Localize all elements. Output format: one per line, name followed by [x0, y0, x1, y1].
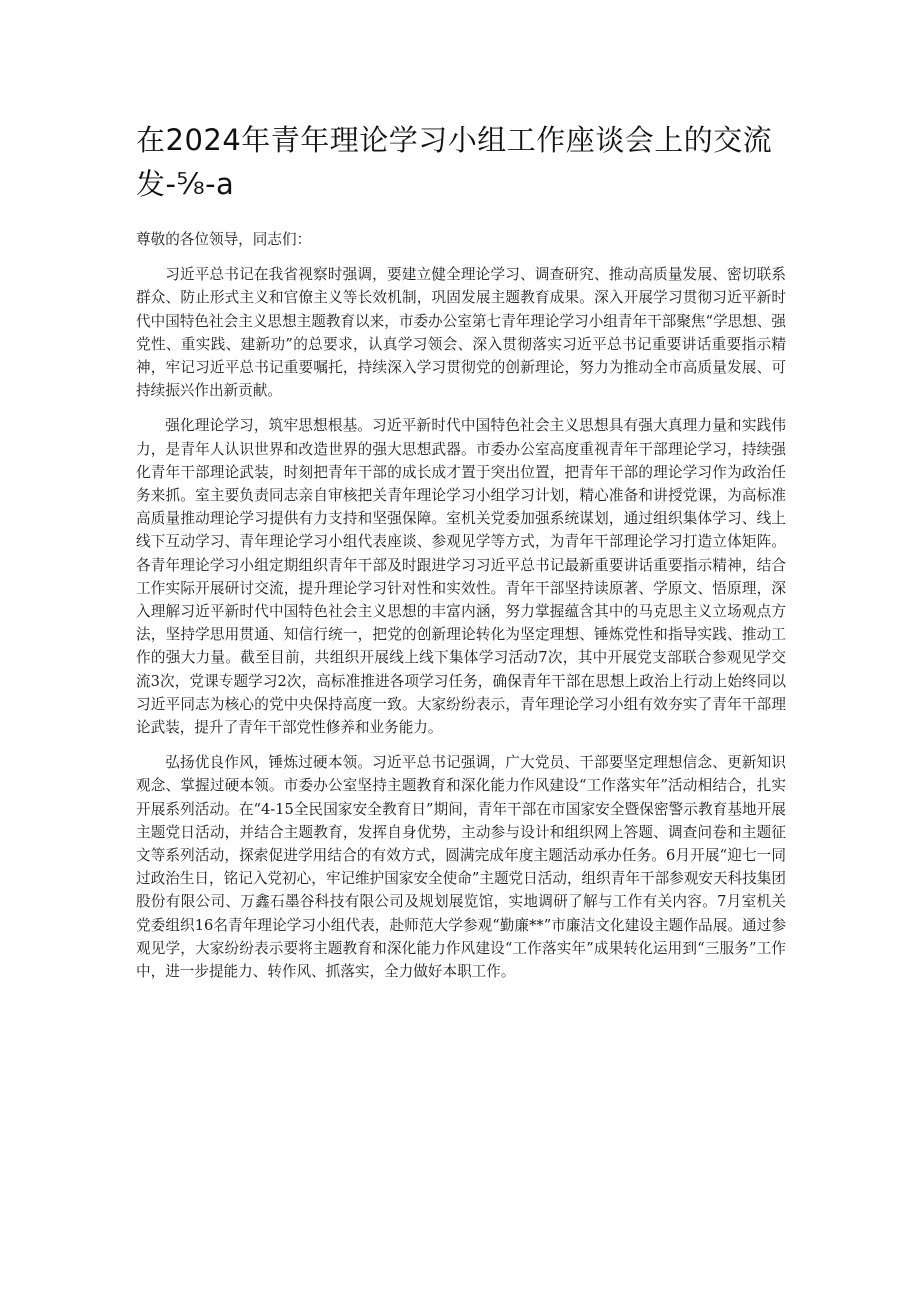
paragraph-work-style: 弘扬优良作风，锤炼过硬本领。习近平总书记强调，广大党员、干部要坚定理想信念、更新知识观念、掌握过硬本领。市委办公室坚持主题教育和深化能力作风建设“工作落实年”活动相结合，扎实开展系列活动。在“4-15全民国家安全教育日”期间，青年干部在市国家安全暨保密警示教育基地开展主题党日活动，并结合主题教育，发挥自身优势，主动参与设计和组织网上答题、调查问卷和主题征文等系列活动，探索促进学用结合的有效方式，圆满完成年度主题活动承办任务。6月开展“迎七一同过政治生日，铭记入党初心，牢记维护国家安全使命”主题党日活动，组织青年干部参观安天科技集团股份有限公司、万鑫石墨谷科技有限公司及规划展览馆，实地调研了解与工作有关内容。7月室机关党委组织16名青年理论学习小组代表，赴师范大学参观“勤廉**”市廉洁文化建设主题作品展。通过参观见学，大家纷纷表示要将主题教育和深化能力作风建设“工作落实年”成果转化运用到“三服务”工作中，进一步提能力、转作风、抓落实，全力做好本职工作。	[136, 754, 786, 981]
salutation: 尊敬的各位领导，同志们：	[136, 231, 312, 248]
document-title: 在2024年青年理论学习小组工作座谈会上的交流发-⅝-a	[136, 123, 773, 201]
document-body	[136, 228, 786, 995]
paragraph-intro: 习近平总书记在我省视察时强调，要建立健全理论学习、调查研究、推动高质量发展、密切联系群众、防止形式主义和官僚主义等长效机制，巩固发展主题教育成果。深入开展学习贯彻习近平新时代中国特色社会主义思想主题教育以来，市委办公室第七青年理论学习小组青年干部聚焦“学思想、强党性、重实践、建新功”的总要求，认真学习领会、深入贯彻落实习近平总书记重要讲话重要指示精神，牢记习近平总书记重要嘱托，持续深入学习贯彻党的创新理论，努力为推动全市高质量发展、可持续振兴作出新贡献。	[136, 266, 786, 400]
paragraph-theory-study: 强化理论学习，筑牢思想根基。习近平新时代中国特色社会主义思想具有强大真理力量和实践伟力，是青年人认识世界和改造世界的强大思想武器。市委办公室高度重视青年干部理论学习，持续强化青年干部理论武装，时刻把青年干部的成长成才置于突出位置，把青年干部的理论学习作为政治任务来抓。室主要负责同志亲自审核把关青年理论学习小组学习计划，精心准备和讲授党课，为高标准高质量推动理论学习提供有力支持和坚强保障。室机关党委加强系统谋划，通过组织集体学习、线上线下互动学习、青年理论学习小组代表座谈、参观见学等方式，为青年干部理论学习打造立体矩阵。各青年理论学习小组定期组织青年干部及时跟进学习习近平总书记最新重要讲话重要指示精神，结合工作实际开展研讨交流，提升理论学习针对性和实效性。青年干部坚持读原著、学原文、悟原理，深入理解习近平新时代中国特色社会主义思想的丰富内涵，努力掌握蕴含其中的马克思主义立场观点方法，坚持学思用贯通、知信行统一，把党的创新理论转化为坚定理想、锤炼党性和指导实践、推动工作的强大力量。截至目前，共组织开展线上线下集体学习活动7次，其中开展党支部联合参观见学交流3次，党课专题学习2次，高标准推进各项学习任务，确保青年干部在思想上政治上行动上始终同以习近平同志为核心的党中央保持高度一致。大家纷纷表示，青年理论学习小组有效夯实了青年干部理论武装，提升了青年干部党性修养和业务能力。	[136, 417, 786, 737]
